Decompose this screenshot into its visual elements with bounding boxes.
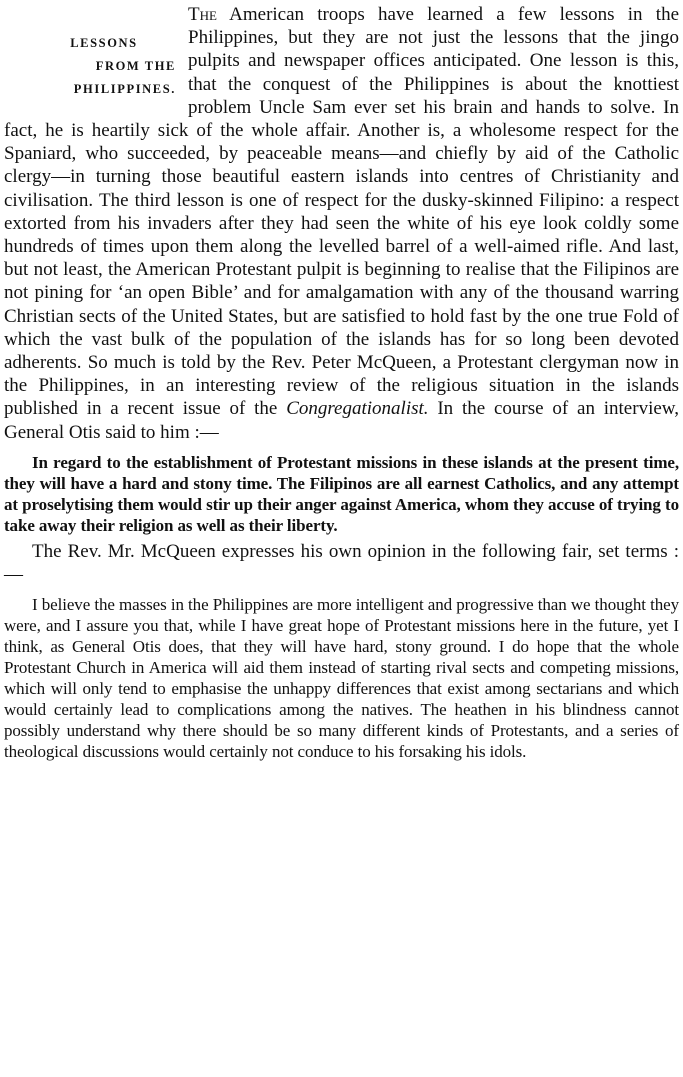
opening-paragraph-text: American troops have learned a few lessons in the Philippines, but they are not just the lessons that the jingo pulpits and newspaper offices anticipated. One lesson is this, that the conquest of the Philippines is about the knottiest problem Uncle Sam ever set his brain and hands to solve. In fact, he is heartily sick of the whole affair. Another is, a wholesome respect for the Spaniard, who succeeded, by peaceable means—and chiefly by aid of the Catholic clergy—in turning those beautiful eastern islands into centres of Christianity and civilisation. The third lesson is one of respect for the dusky-skinned Filipino: a respect extorted from his invaders after they had seen the white of his eye look coldly some hundreds of times upon them along the levelled barrel of a well-aimed rifle. And last, but not least, the American Protestant pulpit is beginning to realise that the Filipinos are not pining for ‘an open Bible’ and for amalgamation with any of the thousand warring Christian sects of the United States, but are satisfied to hold fast by the one true Fold of which the vast bulk of the population of the islands has for so long been devoted adherents. So much is told by the Rev. Peter McQueen, a Protestant clergyman now in the Philippines, in an interesting review of the religious situation in the islands published in a recent issue of the <box>4 4 680 420</box>
mcqueen-intro-paragraph: The Rev. Mr. McQueen expresses his own opinion in the following fair, set terms :— <box>4 540 679 586</box>
opening-word: The <box>188 4 217 25</box>
publication-title: Congregationalist. <box>286 398 429 420</box>
side-heading-line: LESSONS <box>70 36 138 50</box>
side-heading-line: FROM THE <box>95 59 176 73</box>
otis-quote: In regard to the establishment of Protestant missions in these islands at the present time, they will have a hard and stony time. The Filipinos are all earnest Catholics, and any attempt at proselytising them would stir up their anger against America, whom they accuse of trying to take away their religion as well as their liberty. <box>4 452 679 535</box>
mcqueen-quote: I believe the masses in the Philippines are more intelligent and progressive than we thought they were, and I assure you that, while I have great hope of Protestant missions here in the future, yet I think, as General Otis does, that they will have hard, stony ground. I do hope that the whole Protestant Church in America will aid them instead of starting rival sects and competing missions, which will only tend to emphasise the unhappy differences that exist among sectarians and which would certainly lead to complications among the natives. The heathen in his blindness cannot possibly understand why there should be so many different kinds of Protestants, and a series of theological discussions would certainly not conduce to his forsaking his idols. <box>4 595 679 762</box>
opening-paragraph-end: In the course of an interview, General Otis said to him :— <box>4 398 680 443</box>
side-heading <box>6 32 182 101</box>
side-heading-line: PHILIPPINES. <box>73 82 176 96</box>
